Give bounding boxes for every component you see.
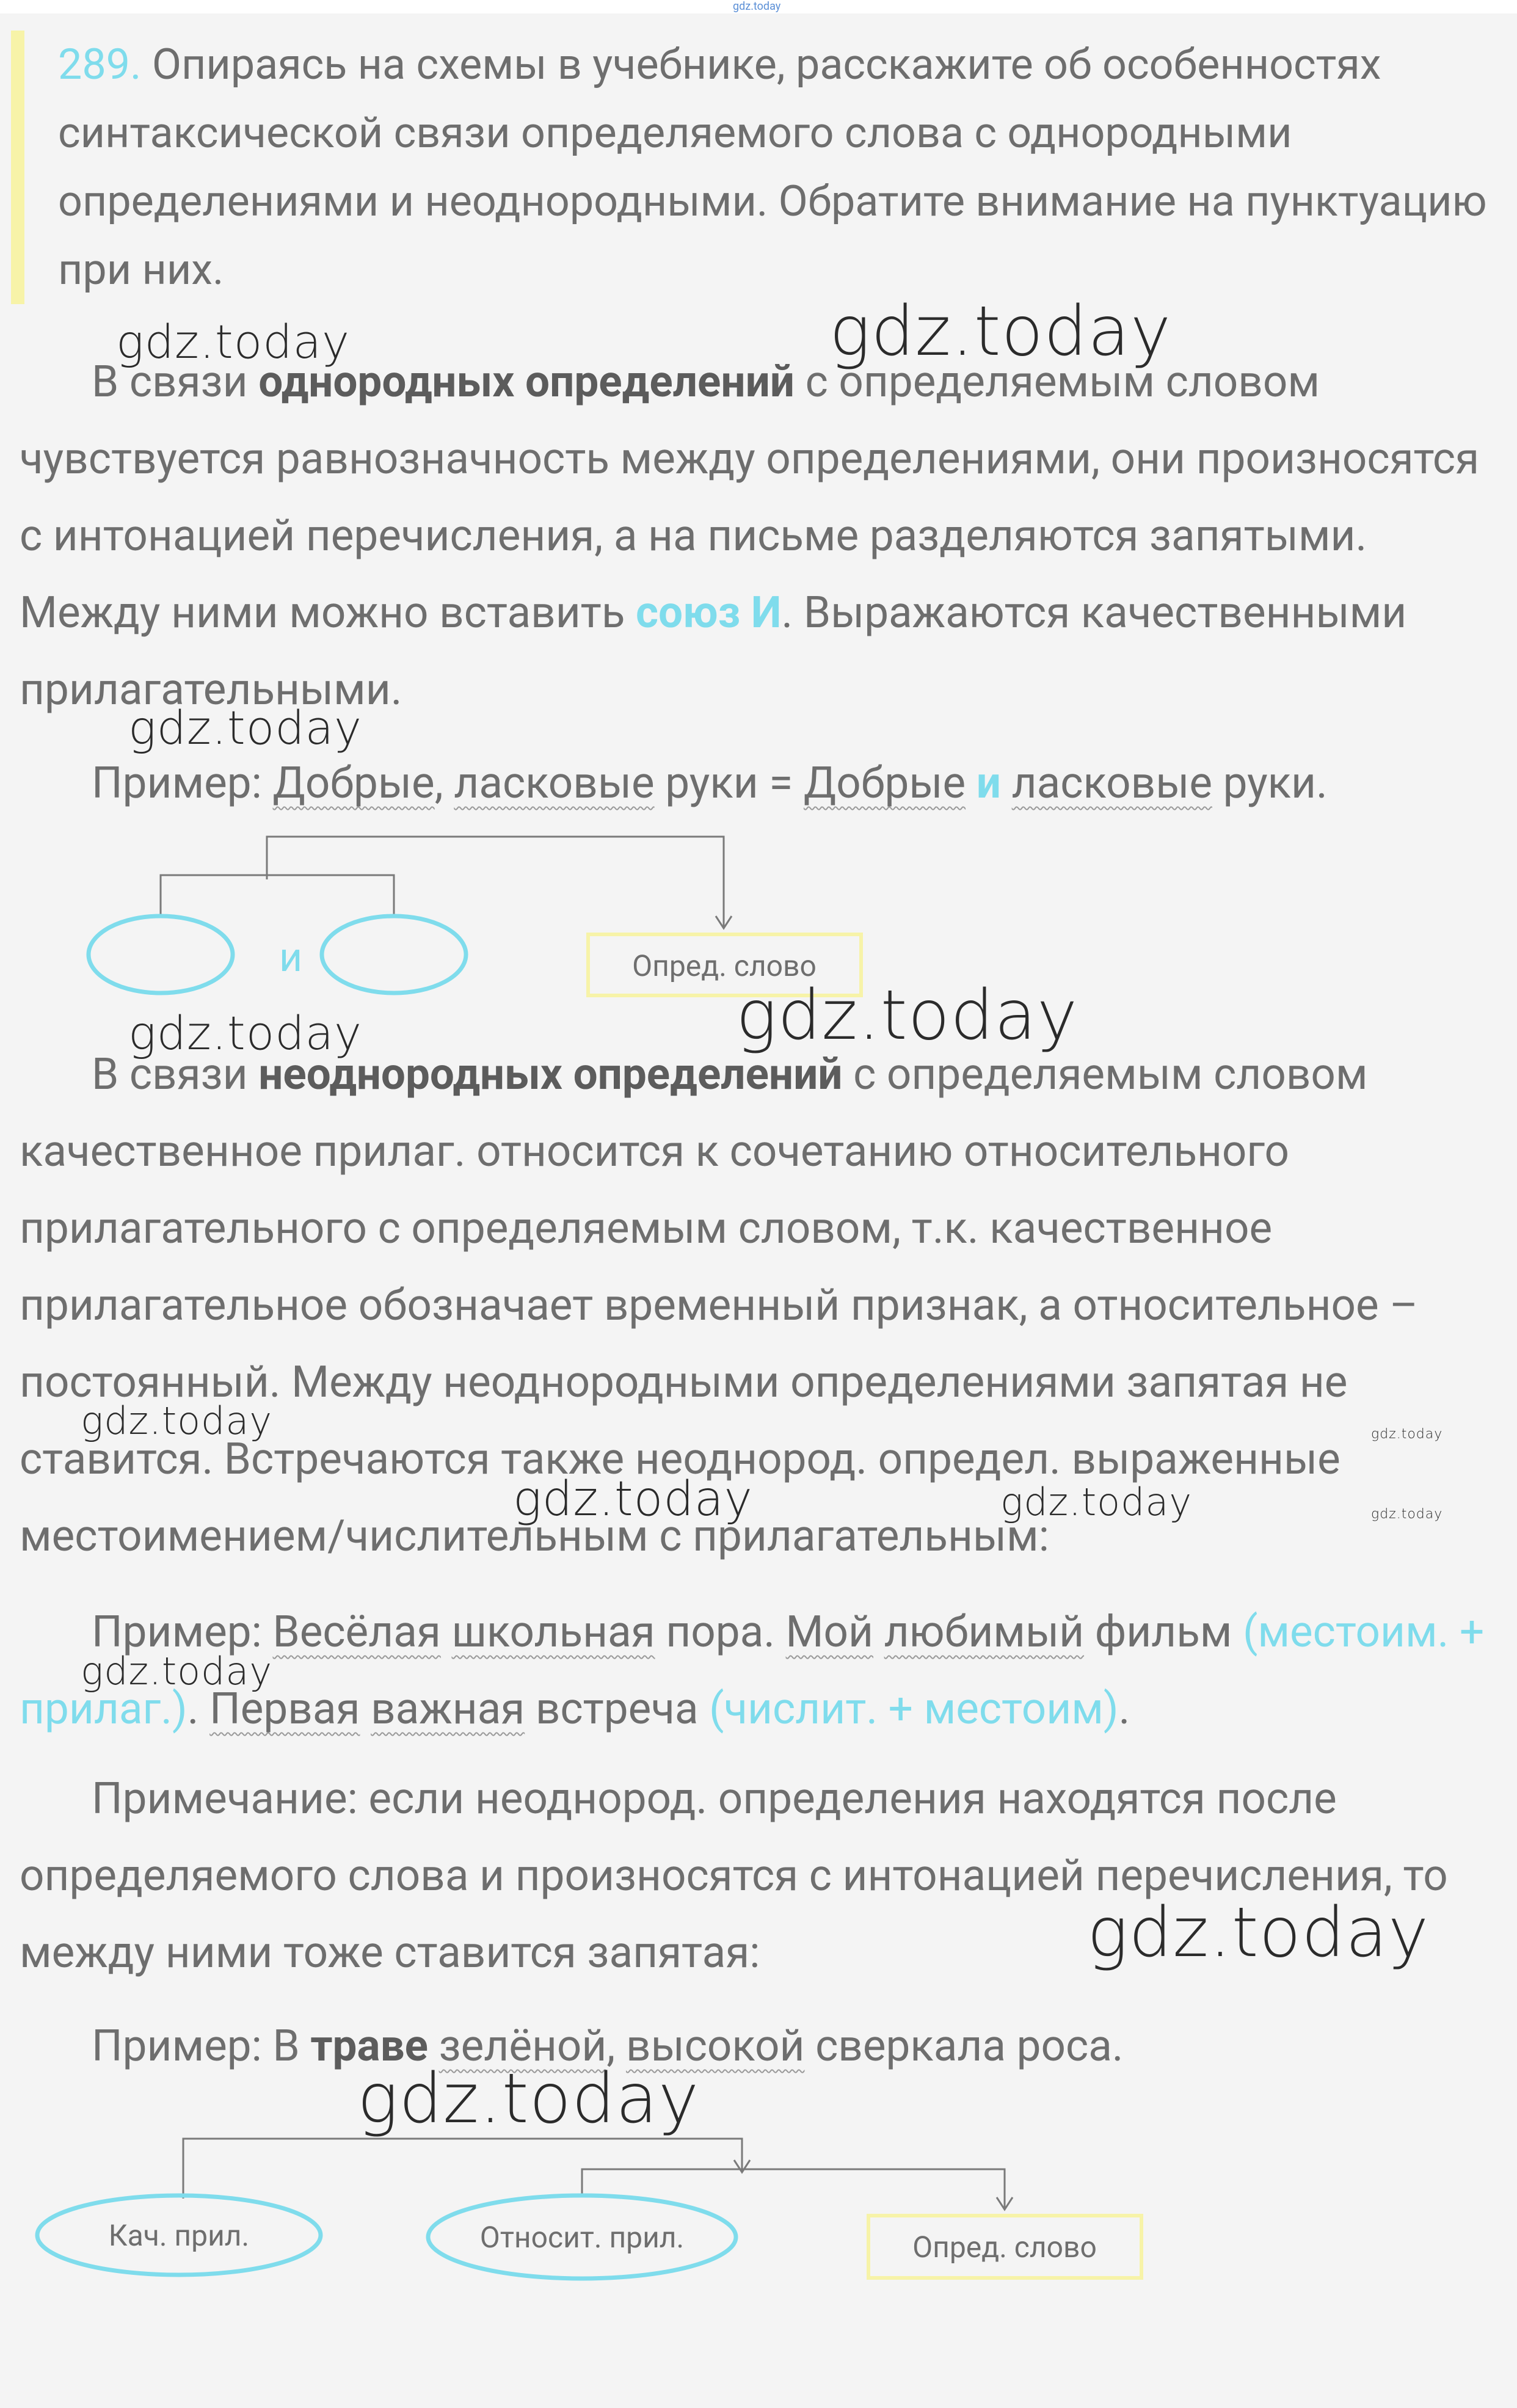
task-number: 289. xyxy=(58,40,142,90)
example-word: Мой xyxy=(785,1607,873,1657)
diagram-homogeneous xyxy=(89,837,861,995)
term-heterogeneous: неоднородных определений xyxy=(258,1049,843,1100)
note-example xyxy=(20,2008,1497,2085)
text: . xyxy=(1118,1684,1130,1734)
example-note: (местоим. + прилаг.) xyxy=(20,1607,1485,1734)
connector-line xyxy=(161,875,394,916)
watermark: gdz.today xyxy=(1087,1893,1430,1973)
heterogeneous-paragraph xyxy=(20,1036,1497,1575)
target-label: Опред. слово xyxy=(912,2230,1097,2264)
watermark: gdz.today xyxy=(1000,1480,1193,1524)
header-watermark: gdz.today xyxy=(733,0,781,13)
conjunction: и xyxy=(966,758,1012,809)
text: пора. xyxy=(655,1607,786,1657)
watermark: gdz.today xyxy=(357,2059,700,2139)
relative-adj-label: Относит. прил. xyxy=(479,2220,685,2255)
text: встреча xyxy=(525,1684,710,1734)
example-word: важная xyxy=(371,1684,525,1734)
term-homogeneous: однородных определений xyxy=(258,357,795,407)
diagram-heterogeneous xyxy=(37,2139,1141,2279)
watermark: gdz.today xyxy=(81,1399,273,1443)
text: В связи xyxy=(92,1049,259,1100)
example-noun: траве xyxy=(310,2021,428,2072)
watermark: gdz.today xyxy=(1371,1507,1443,1522)
definition-oval xyxy=(322,916,466,993)
example-word: Добрые xyxy=(272,758,435,809)
qualitative-adj-label: Кач. прил. xyxy=(108,2218,250,2253)
example-label: Пример: xyxy=(92,1607,273,1657)
watermark: gdz.today xyxy=(736,976,1079,1055)
watermark: gdz.today xyxy=(513,1472,753,1527)
text: , xyxy=(434,758,454,809)
example-word: Весёлая xyxy=(272,1607,441,1657)
watermark: gdz.today xyxy=(128,1006,362,1060)
text: В связи xyxy=(92,357,259,407)
example-word: школьная xyxy=(451,1607,655,1657)
text: с определяемым словом качественное прилаг. относится к сочетанию относительного прилагательного с определяемым словом, т.к. качественное прилагательное обозначает временный признак, а относительное – постоянный. Между неоднородными определениями запятая не ставится. Встречаются также неоднород. определ. выраженные местоимением/числительным с прилагательным: xyxy=(20,1049,1418,1562)
example-word: зелёной xyxy=(438,2021,607,2072)
text: руки. xyxy=(1212,758,1328,809)
connector-line xyxy=(267,837,724,927)
task-text: Опираясь на схемы в учебнике, расскажите об особенностях синтаксической связи определяемого слова с однородными определениями и неоднородными. Обратите внимание на пунктуацию при них. xyxy=(58,40,1487,295)
diagram-conjunction: и xyxy=(279,934,303,981)
example-label: Пример: xyxy=(92,758,273,809)
text: . xyxy=(187,1684,210,1734)
text: фильм xyxy=(1084,1607,1243,1657)
text: , xyxy=(606,2021,626,2072)
example-word: любимый xyxy=(884,1607,1085,1657)
target-label: Опред. слово xyxy=(632,948,817,983)
definition-oval xyxy=(89,916,233,993)
example-word: ласковые xyxy=(454,758,655,809)
connector-line xyxy=(582,2169,1005,2208)
watermark: gdz.today xyxy=(116,315,350,369)
watermark: gdz.today xyxy=(81,1649,273,1693)
text: руки = xyxy=(654,758,804,809)
text: сверкала роса. xyxy=(804,2021,1124,2072)
example-word: высокой xyxy=(626,2021,805,2072)
watermark: gdz.today xyxy=(128,700,362,755)
example-label: Пример: В xyxy=(92,2021,311,2072)
watermark: gdz.today xyxy=(829,292,1172,371)
example-word: ласковые xyxy=(1011,758,1212,809)
text: с определяемым словом чувствуется равнозначность между определениями, они произносятся с интонацией перечисления, а на письме разделяются запятыми. Между ними можно вставить xyxy=(20,357,1480,638)
text: . Выражаются качественными прилагательными. xyxy=(20,587,1407,715)
example-word: Добрые xyxy=(803,758,966,809)
note-text: Примечание: если неоднород. определения находятся после определяемого слова и произносятся с интонацией перечисления, то между ними тоже ставится запятая: xyxy=(20,1773,1448,1978)
union-highlight: союз И xyxy=(635,587,782,638)
example-note: (числит. + местоим) xyxy=(709,1684,1119,1734)
example-word: Первая xyxy=(209,1684,360,1734)
watermark: gdz.today xyxy=(1371,1427,1443,1442)
